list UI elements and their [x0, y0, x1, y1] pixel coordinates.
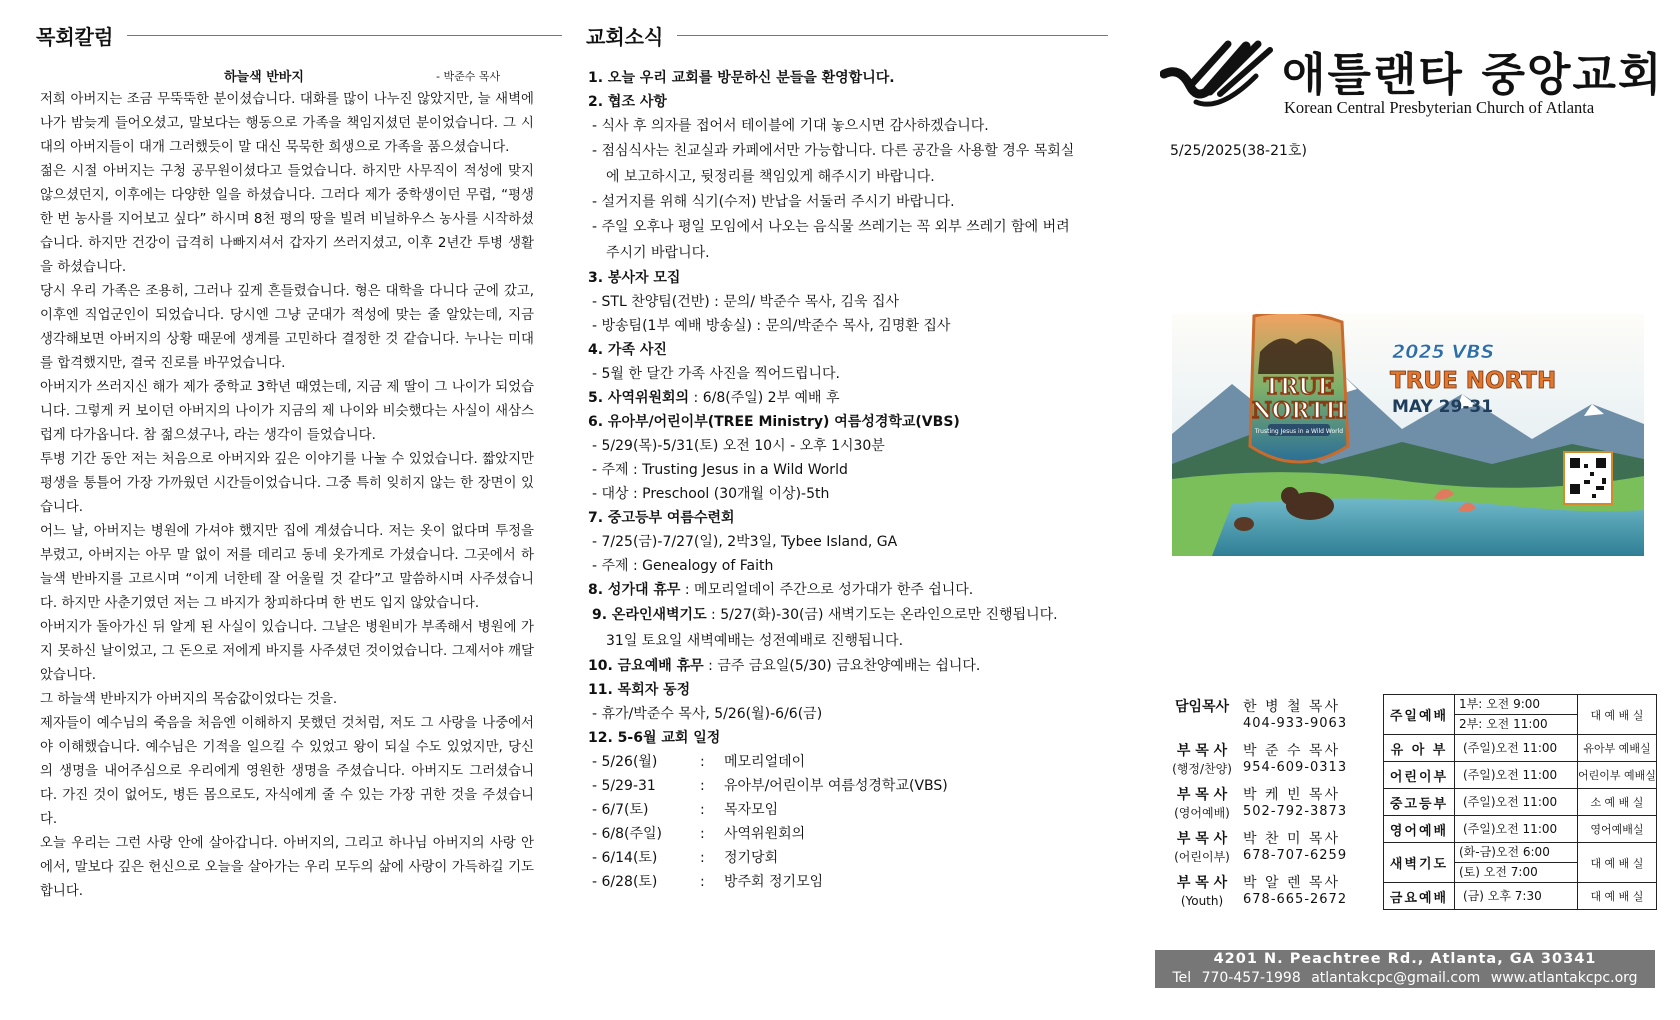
- vbs-title: TRUE NORTH: [1390, 368, 1557, 394]
- service-name: 유 아 부: [1384, 735, 1455, 762]
- news-heading: 4. 가족 사진: [588, 342, 667, 358]
- service-time: (토) 오전 7:00: [1455, 862, 1577, 882]
- schedule-event: 목자모임: [724, 802, 779, 818]
- news-detail: - 대상 : Preschool (30개월 이상)-5th: [592, 486, 830, 502]
- schedule-list: [588, 750, 1076, 894]
- schedule-date: - 6/14(토): [592, 850, 658, 866]
- service-times: [1455, 762, 1578, 789]
- news-heading: 2. 협조 사항: [588, 94, 667, 110]
- schedule-row: [588, 822, 1076, 846]
- service-time: (주일)오전 11:00: [1463, 740, 1558, 755]
- staff-role-title: 부 목 사: [1176, 743, 1228, 759]
- article-paragraph: 오늘 우리는 그런 사랑 안에 살아갑니다. 아버지의, 그리고 하나님 아버지의 사랑 안에서, 말보다 깊은 헌신으로 오늘을 살아가는 우리 모두의 삶에 사랑이 가득하길 기도합니다.: [40, 836, 534, 899]
- news-detail: : 메모리얼데이 주간으로 성가대가 한주 쉽니다.: [680, 582, 974, 598]
- news-detail: - 설거지를 위해 식기(수저) 반납을 서둘러 주시기 바랍니다.: [592, 194, 955, 210]
- service-row: [1384, 816, 1657, 843]
- article-paragraph: 아버지가 쓰러지신 해가 제가 중학교 3학년 때였는데, 지금 제 딸이 그 나이가 되었습니다. 그렇게 커 보이던 아버지의 나이가 지금의 제 나이와 비슷했다는 사실이 새삼스럽게 다가옵니다. 참 젊으셨구나, 라는 생각이 들었습니다.: [40, 380, 534, 443]
- badge-top: TRUE: [1263, 374, 1335, 400]
- staff-row: [1165, 874, 1387, 918]
- schedule-row: [588, 774, 1076, 798]
- service-time: 2부: 오전 11:00: [1455, 714, 1577, 734]
- service-location: 소 예 배 실: [1578, 789, 1657, 816]
- service-name: 금요예배: [1384, 883, 1455, 910]
- staff-row: [1165, 742, 1387, 786]
- news-heading: 12. 5-6월 교회 일정: [588, 730, 721, 746]
- news-list: [588, 66, 1076, 750]
- staff-role-department: (어린이부): [1174, 850, 1230, 864]
- article-paragraph: 그 하늘색 반바지가 아버지의 목숨값이었다는 것을.: [40, 692, 338, 707]
- schedule-separator: :: [700, 778, 705, 794]
- pastoral-column: [40, 66, 534, 904]
- staff-row: [1165, 786, 1387, 830]
- schedule-separator: :: [700, 802, 705, 818]
- footer-contact-bar: [1155, 950, 1655, 988]
- service-row: [1384, 883, 1657, 910]
- article-paragraph: 제자들이 예수님의 죽음을 처음엔 이해하지 못했던 것처럼, 저도 그 사랑을 나중에서야 이해했습니다. 예수님은 기적을 일으킬 수 있었고 왕이 되실 수도 있었지만, 당신의 생명을 내어주심으로 우리에게 영원한 생명을 주셨습니다. 아버지도 그러셨습니다. 가진 것이 없어도, 병든 몸으로도, 자식에게 줄 수 있는 가장 귀한 것을 주셨습니다.: [40, 716, 534, 827]
- schedule-event: 유아부/어린이부 여름성경학교(VBS): [724, 778, 948, 794]
- article-paragraph: 당시 우리 가족은 조용히, 그러나 깊게 흔들렸습니다. 형은 대학을 다니다 군에 갔고, 이후엔 직업군인이 되었습니다. 당시엔 그냥 군대가 적성에 맞는 줄 알았는데, 지금 생각해보면 아버지의 상황 때문에 생계를 고민하다 결정한 것 같습니다. 누나는 미대를 합격했지만, 결국 진로를 바꾸었습니다.: [40, 284, 534, 371]
- news-detail: : 5/27(화)-30(금) 새벽기도는 온라인으로만 진행됩니다. 31일 토요일 새벽예배는 성전예배로 진행됩니다.: [606, 607, 1058, 649]
- vbs-year-label: 2025 VBS: [1392, 341, 1495, 363]
- schedule-row: [588, 750, 1076, 774]
- staff-role-department: (영어예배): [1174, 806, 1230, 820]
- staff-role-title: 부 목 사: [1176, 875, 1228, 891]
- news-heading: 1. 오늘 우리 교회를 방문하신 분들을 환영합니다.: [588, 70, 895, 86]
- service-times: [1455, 735, 1578, 762]
- staff-row: [1165, 830, 1387, 874]
- schedule-event: 방주회 정기모임: [724, 874, 824, 890]
- news-detail: - 휴가/박준수 목사, 5/26(월)-6/6(금): [592, 706, 823, 722]
- staff-name: 박 알 렌 목사: [1243, 875, 1340, 891]
- news-detail: - 5월 한 달간 가족 사진을 찍어드립니다.: [592, 366, 840, 382]
- service-times: [1455, 789, 1578, 816]
- news-detail: - STL 찬양팀(건반) : 문의/ 박준수 목사, 김욱 집사: [592, 294, 900, 310]
- staff-phone: 678-665-2672: [1243, 892, 1348, 907]
- service-location: 어린이부 예배실: [1578, 762, 1657, 789]
- news-item: [588, 602, 1076, 654]
- news-heading: 9. 온라인새벽기도: [592, 607, 707, 623]
- article-body: [40, 88, 534, 904]
- service-location: 대 예 배 실: [1578, 843, 1657, 883]
- article-paragraph: 투병 기간 동안 저는 처음으로 아버지와 깊은 이야기를 나눌 수 있었습니다. 짧았지만 평생을 통틀어 가장 가까웠던 시간들이었습니다. 그중 특히 잊히지 않는 한 장면이 있습니다.: [40, 452, 534, 515]
- church-news-column: [588, 66, 1076, 894]
- news-detail: : 금주 금요일(5/30) 금요찬양예배는 쉽니다.: [703, 658, 981, 674]
- schedule-date: - 5/26(월): [592, 754, 658, 770]
- service-time: (금) 오후 7:30: [1463, 888, 1542, 903]
- staff-phone: 404-933-9063: [1243, 716, 1348, 731]
- staff-phone: 678-707-6259: [1243, 848, 1348, 863]
- church-address: 4201 N. Peachtree Rd., Atlanta, GA 30341: [1213, 951, 1597, 967]
- staff-role: [1165, 874, 1239, 910]
- schedule-event: 사역위원회의: [724, 826, 806, 842]
- church-news-header: [586, 22, 1108, 48]
- schedule-row: [588, 846, 1076, 870]
- service-name: 영어예배: [1384, 816, 1455, 843]
- service-times: [1455, 816, 1578, 843]
- service-time: (주일)오전 11:00: [1463, 821, 1558, 836]
- staff-list: [1165, 698, 1387, 918]
- service-times: [1455, 883, 1578, 910]
- news-heading: 8. 성가대 휴무: [588, 582, 681, 598]
- service-name: 주일예배: [1384, 695, 1455, 735]
- service-time: (화-금)오전 6:00: [1459, 845, 1550, 859]
- schedule-event: 메모리얼데이: [724, 754, 806, 770]
- staff-role-title: 담임목사: [1174, 699, 1230, 715]
- news-item: [588, 578, 1076, 602]
- schedule-separator: :: [700, 754, 705, 770]
- service-location: 유아부 예배실: [1578, 735, 1657, 762]
- service-row: [1384, 762, 1657, 789]
- service-time: 1부: 오전 9:00: [1459, 697, 1541, 711]
- staff-role-title: 부 목 사: [1176, 787, 1228, 803]
- article-title: 하늘색 반바지: [224, 70, 304, 85]
- staff-phone: 502-792-3873: [1243, 804, 1348, 819]
- schedule-event: 정기당회: [724, 850, 779, 866]
- vbs-banner: [1172, 314, 1644, 556]
- service-location: 대 예 배 실: [1578, 695, 1657, 735]
- staff-role: [1165, 698, 1239, 716]
- service-name: 새벽기도: [1384, 843, 1455, 883]
- pastoral-column-header: [36, 22, 562, 48]
- staff-role-department: (Youth): [1180, 894, 1224, 908]
- staff-role: [1165, 830, 1239, 866]
- news-detail: : 6/8(주일) 2부 예배 후: [689, 390, 840, 406]
- schedule-row: [588, 798, 1076, 822]
- staff-role: [1165, 786, 1239, 822]
- service-time: (주일)오전 11:00: [1463, 767, 1558, 782]
- staff-role-department: (행정/찬양): [1172, 762, 1232, 776]
- article-paragraph: 저희 아버지는 조금 무뚝뚝한 분이셨습니다. 대화를 많이 나누진 않았지만, 늘 새벽에 나가 밤늦게 들어오셨고, 말보다는 행동으로 가족을 책임지셨던 분이었습니다. 그 시대의 아버지들이 대개 그러했듯이 말 대신 묵묵한 희생으로 가족을 품으셨습니다.: [40, 92, 534, 155]
- news-detail: - 주일 오후나 평일 모임에서 나오는 음식물 쓰레기는 꼭 외부 쓰레기 함에 버려주시기 바랍니다.: [592, 219, 1070, 261]
- header-rule: [127, 35, 562, 36]
- staff-name: 박 준 수 목사: [1243, 743, 1340, 759]
- news-detail: - 식사 후 의자를 접어서 테이블에 기대 놓으시면 감사하겠습니다.: [592, 118, 989, 134]
- staff-role-title: 부 목 사: [1176, 831, 1228, 847]
- church-news-title: 교회소식: [586, 24, 664, 49]
- badge-bottom: NORTH: [1251, 398, 1347, 424]
- news-heading: 11. 목회자 동정: [588, 682, 691, 698]
- staff-name: 박 케 빈 목사: [1243, 787, 1340, 803]
- pastoral-column-title: 목회칼럼: [36, 24, 114, 49]
- article-title-row: [40, 66, 534, 88]
- schedule-date: - 6/8(주일): [592, 826, 663, 842]
- schedule-date: - 6/7(토): [592, 802, 649, 818]
- news-heading: 5. 사역위원회의: [588, 390, 690, 406]
- staff-role: [1165, 742, 1239, 778]
- service-row: [1384, 695, 1657, 735]
- church-contact: Tel 770-457-1998 atlantakcpc@gmail.com www.atlantakcpc.org: [1172, 970, 1638, 986]
- news-heading: 3. 봉사자 모집: [588, 270, 681, 286]
- service-time: (주일)오전 11:00: [1463, 794, 1558, 809]
- news-detail: - 주제 : Genealogy of Faith: [592, 558, 774, 574]
- service-times-table: [1383, 694, 1657, 910]
- service-times: [1455, 695, 1578, 735]
- news-detail: - 7/25(금)-7/27(일), 2박3일, Tybee Island, GA: [592, 534, 898, 550]
- article-paragraph: 어느 날, 아버지는 병원에 가셔야 했지만 집에 계셨습니다. 저는 옷이 없다며 투정을 부렸고, 아버지는 아무 말 없이 저를 데리고 동네 옷가게로 가셨습니다. 그곳에서 하늘색 반바지를 고르시며 “이게 너한테 잘 어울릴 것 같다”고 말씀하시며 사주셨습니다. 하지만 사춘기였던 저는 그 바지가 창피하다며 한 번도 입지 않았습니다.: [40, 524, 534, 611]
- staff-phone: 954-609-0313: [1243, 760, 1348, 775]
- news-detail: - 주제 : Trusting Jesus in a Wild World: [592, 462, 848, 478]
- schedule-separator: :: [700, 874, 705, 890]
- service-name: 어린이부: [1384, 762, 1455, 789]
- article-author: - 박준수 목사: [436, 70, 501, 83]
- schedule-date: - 5/29-31: [592, 778, 656, 794]
- news-detail: - 방송팀(1부 예배 방송실) : 문의/박준수 목사, 김명환 집사: [592, 318, 951, 334]
- vbs-dates: MAY 29-31: [1392, 397, 1494, 417]
- news-heading: 10. 금요예배 휴무: [588, 658, 704, 674]
- service-row: [1384, 735, 1657, 762]
- service-name: 중고등부: [1384, 789, 1455, 816]
- schedule-date: - 6/28(토): [592, 874, 658, 890]
- church-logo: [1160, 36, 1664, 122]
- service-times: [1455, 843, 1578, 883]
- news-detail: - 5/29(목)-5/31(토) 오전 10시 - 오후 1시30분: [592, 438, 885, 454]
- staff-name: 한 병 철 목사: [1243, 699, 1340, 715]
- service-location: 영어예배실: [1578, 816, 1657, 843]
- staff-name: 박 찬 미 목사: [1243, 831, 1340, 847]
- church-emblem-icon: [1160, 36, 1278, 116]
- service-location: 대 예 배 실: [1578, 883, 1657, 910]
- service-row: [1384, 789, 1657, 816]
- schedule-row: [588, 870, 1076, 894]
- vbs-banner-illustration: [1172, 314, 1644, 556]
- article-paragraph: 아버지가 돌아가신 뒤 알게 된 사실이 있습니다. 그날은 병원비가 부족해서 병원에 가지 못하신 날이었고, 그 돈으로 저에게 바지를 사주셨던 것이었습니다. 그제서야 깨달았습니다.: [40, 620, 534, 683]
- service-row: [1384, 843, 1657, 883]
- news-heading: 7. 중고등부 여름수련회: [588, 510, 735, 526]
- church-name-korean: 애틀랜타 중앙교회: [1282, 48, 1664, 101]
- qr-code-icon: [1564, 452, 1612, 504]
- schedule-separator: :: [700, 850, 705, 866]
- news-item: [588, 386, 1076, 410]
- badge-subtitle: Trusting Jesus in a Wild World: [1254, 428, 1344, 435]
- news-heading: 6. 유아부/어린이부(TREE Ministry) 여름성경학교(VBS): [588, 414, 960, 430]
- bulletin-date: 5/25/2025(38-21호): [1170, 143, 1307, 159]
- church-name-english: Korean Central Presbyterian Church of Atlanta: [1284, 98, 1595, 117]
- header-rule: [677, 35, 1108, 36]
- news-detail: - 점심식사는 친교실과 카페에서만 가능합니다. 다른 공간을 사용할 경우 목회실에 보고하시고, 뒷정리를 책임있게 해주시기 바랍니다.: [592, 143, 1075, 185]
- article-paragraph: 젊은 시절 아버지는 구청 공무원이셨다고 들었습니다. 하지만 사무직이 적성에 맞지 않으셨던지, 이후에는 다양한 일을 하셨습니다. 그러다 제가 중학생이던 무렵, “평생 한 번 농사를 지어보고 싶다” 하시며 8천 평의 땅을 빌려 비닐하우스 농사를 시작하셨습니다. 하지만 건강이 급격히 나빠지셔서 갑자기 쓰러지셨고, 이후 2년간 투병 생활을 하셨습니다.: [40, 164, 534, 275]
- news-item: [588, 654, 1076, 678]
- schedule-separator: :: [700, 826, 705, 842]
- staff-row: [1165, 698, 1387, 742]
